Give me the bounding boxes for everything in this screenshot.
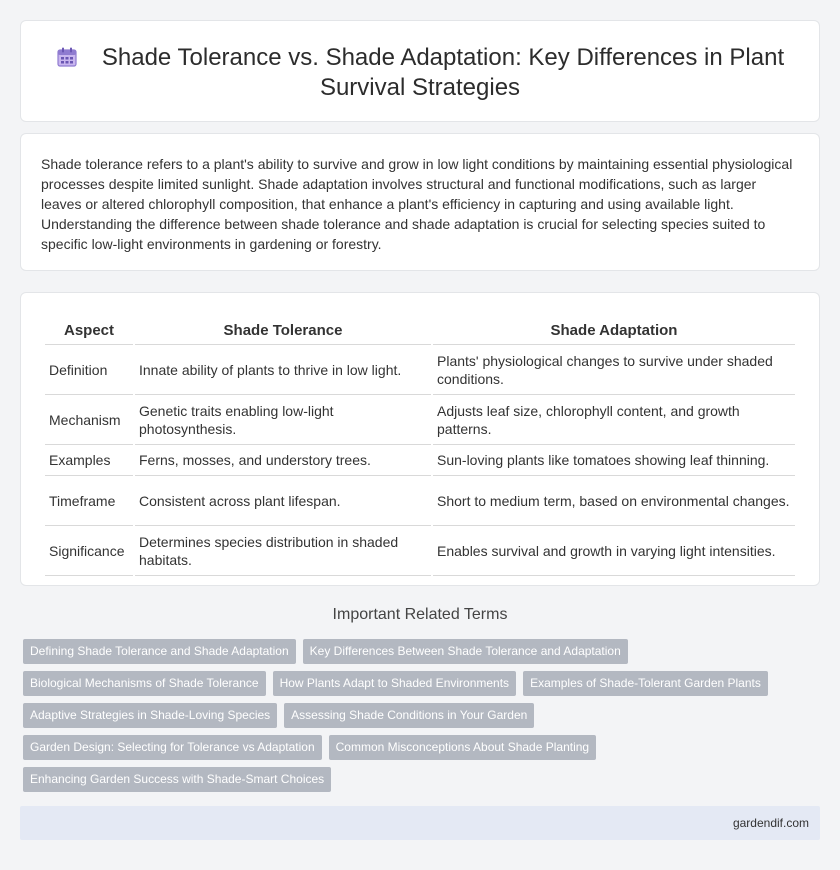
table-row: [45, 526, 795, 576]
row-aspect: Mechanism: [45, 395, 133, 445]
related-term-tag[interactable]: Adaptive Strategies in Shade-Loving Species: [23, 703, 277, 728]
intro-card: [20, 133, 820, 271]
related-term-tag[interactable]: Defining Shade Tolerance and Shade Adaptation: [23, 639, 296, 664]
row-adaptation: Enables survival and growth in varying light intensities.: [433, 526, 795, 576]
related-term-tag[interactable]: Key Differences Between Shade Tolerance and Adaptation: [303, 639, 628, 664]
header-shade-tolerance: Shade Tolerance: [135, 313, 431, 345]
footer-site-link[interactable]: gardendif.com: [732, 816, 809, 830]
row-tolerance: Determines species distribution in shaded habitats.: [135, 526, 431, 576]
related-term-tag[interactable]: Biological Mechanisms of Shade Tolerance: [23, 671, 266, 696]
related-term-tag[interactable]: Common Misconceptions About Shade Planting: [329, 735, 596, 760]
related-term-tag[interactable]: Examples of Shade-Tolerant Garden Plants: [523, 671, 768, 696]
row-adaptation: Sun-loving plants like tomatoes showing leaf thinning.: [433, 445, 795, 476]
header-aspect: Aspect: [45, 313, 133, 345]
row-tolerance: Innate ability of plants to thrive in low light.: [135, 345, 431, 395]
title-line-1: Shade Tolerance vs. Shade Adaptation: Key Differences in Plant: [101, 44, 785, 71]
related-terms-list: [23, 639, 813, 799]
table-header-row: [45, 313, 795, 345]
table-row: [45, 445, 795, 476]
footer: [20, 806, 820, 840]
row-adaptation: Plants' physiological changes to survive under shaded conditions.: [433, 345, 795, 395]
row-tolerance: Consistent across plant lifespan.: [135, 476, 431, 526]
table-row: [45, 345, 795, 395]
header-shade-adaptation: Shade Adaptation: [433, 313, 795, 345]
table-row: [45, 395, 795, 445]
row-aspect: Significance: [45, 526, 133, 576]
calendar-icon: [56, 46, 78, 68]
page-title: [21, 43, 819, 103]
row-aspect: Examples: [45, 445, 133, 476]
row-tolerance: Ferns, mosses, and understory trees.: [135, 445, 431, 476]
comparison-table-card: [20, 292, 820, 586]
header-card: [20, 20, 820, 122]
related-terms-title: Important Related Terms: [332, 606, 508, 623]
row-aspect: Timeframe: [45, 476, 133, 526]
related-term-tag[interactable]: Garden Design: Selecting for Tolerance vs Adaptation: [23, 735, 322, 760]
row-adaptation: Adjusts leaf size, chlorophyll content, and growth patterns.: [433, 395, 795, 445]
title-line-2: Survival Strategies: [319, 74, 521, 101]
related-term-tag[interactable]: Assessing Shade Conditions in Your Garden: [284, 703, 534, 728]
row-tolerance: Genetic traits enabling low-light photosynthesis.: [135, 395, 431, 445]
table-row: [45, 476, 795, 526]
related-term-tag[interactable]: How Plants Adapt to Shaded Environments: [273, 671, 516, 696]
intro-text: Shade tolerance refers to a plant's ability to survive and grow in low light conditions by maintaining essential physiological processes despite limited sunlight. Shade adaptation involves structural and functional modifications, such as larger leaves or altered chlorophyll composition, that enhance a plant's efficiency in capturing and using available light. Understanding the difference between shade tolerance and shade adaptation is crucial for selecting species suited to specific low-light environments in gardening or forestry.: [41, 156, 793, 252]
row-aspect: Definition: [45, 345, 133, 395]
related-term-tag[interactable]: Enhancing Garden Success with Shade-Smart Choices: [23, 767, 331, 792]
comparison-table: [43, 313, 797, 576]
row-adaptation: Short to medium term, based on environmental changes.: [433, 476, 795, 526]
